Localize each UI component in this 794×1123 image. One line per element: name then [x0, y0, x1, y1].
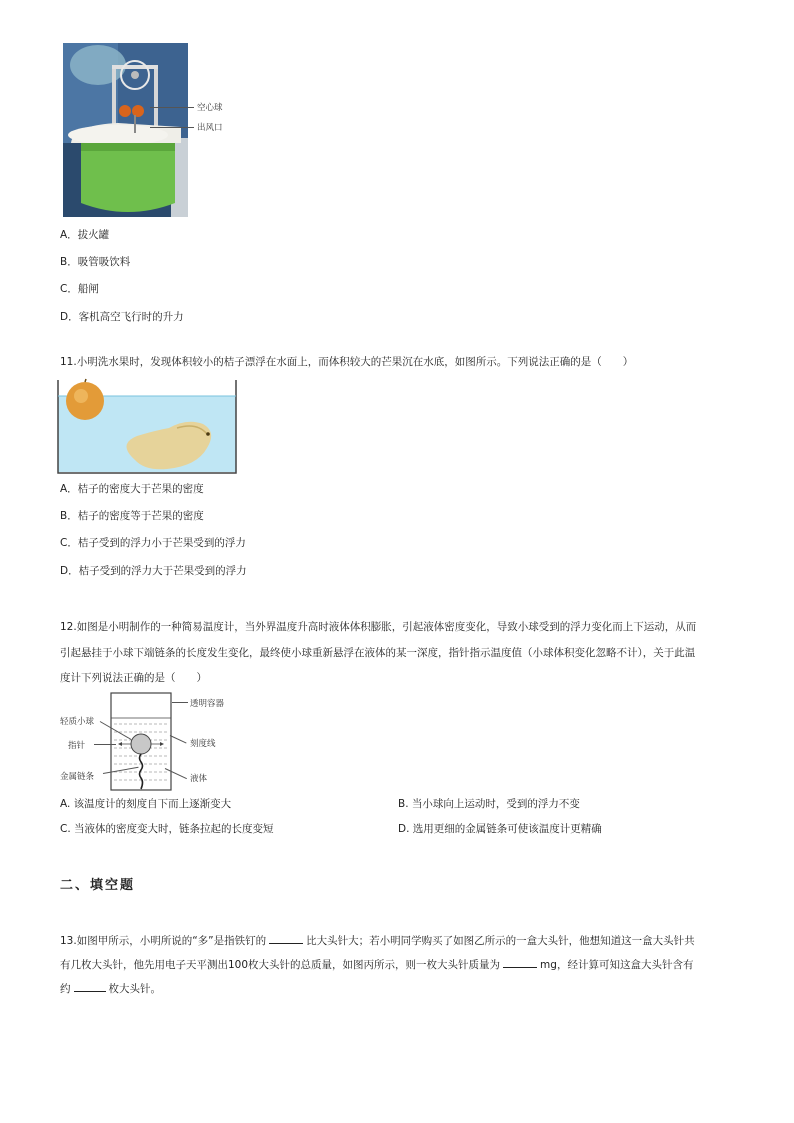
section-heading-fill-in: 二、填空题 [60, 878, 136, 893]
q12-label-container: 透明容器 [190, 699, 225, 709]
q12-label-scale: 刻度线 [190, 739, 216, 749]
q10-leader-line-ball [150, 107, 194, 108]
q10-label-outlet: 出风口 [197, 123, 223, 133]
q10-option-c: C．船闸 [60, 283, 99, 295]
q10-option-d: D．客机高空飞行时的升力 [60, 311, 184, 323]
q12-label-ball: 轻质小球 [60, 717, 95, 727]
q12-option-d: D. 选用更细的金属链条可使该温度计更精确 [398, 823, 602, 835]
q13-text [60, 929, 750, 1001]
q12-option-a: A. 该温度计的刻度自下而上逐渐变大 [60, 798, 232, 810]
q10-leader-line-outlet [150, 127, 194, 128]
q12-label-chain: 金属链条 [60, 772, 95, 782]
q11-option-a: A．桔子的密度大于芒果的密度 [60, 483, 204, 495]
q13-answer-blank-3[interactable] [74, 980, 106, 992]
q12-stem-line-1: 12.如图是小明制作的一种简易温度计，当外界温度升高时液体体积膨胀，引起液体密度变化，导致小球受到的浮力变化而上下运动，从而 [60, 621, 697, 633]
q12-option-c: C. 当液体的密度变大时，链条拉起的长度变短 [60, 823, 274, 835]
q13-part-6: 枚大头针。 [108, 983, 161, 995]
q12-label-liquid: 液体 [190, 774, 208, 784]
q11-option-b: B．桔子的密度等于芒果的密度 [60, 510, 204, 522]
q10-figure [63, 43, 188, 217]
q12-leader-pointer [94, 744, 116, 745]
q13-part-2: 比大头针大；若小明同学购买了如图乙所示的一盒大头针，他想知道这一盒大头针共 [306, 935, 695, 947]
q11-figure [57, 378, 237, 474]
q12-figure [110, 692, 172, 792]
q10-option-b: B．吸管吸饮料 [60, 256, 131, 268]
q12-label-pointer: 指针 [68, 741, 86, 751]
q12-leader-container [172, 702, 188, 703]
q12-stem-line-3: 度计下列说法正确的是（ ） [60, 672, 207, 684]
q13-part-1: 13.如图甲所示，小明所说的“多”是指铁钉的 [60, 935, 267, 947]
q13-part-4: mg，经计算可知这盒大头针含有 [540, 959, 694, 971]
q13-answer-blank-1[interactable] [269, 932, 303, 944]
q11-option-d: D．桔子受到的浮力大于芒果受到的浮力 [60, 565, 247, 577]
q11-tank-illustration [57, 378, 237, 474]
q12-thermometer-illustration [110, 692, 172, 792]
q11-option-c: C．桔子受到的浮力小于芒果受到的浮力 [60, 537, 246, 549]
q12-stem-line-2: 引起悬挂于小球下端链条的长度发生变化，最终使小球重新悬浮在液体的某一深度，指针指示温度值（小球体积变化忽略不计），关于此温 [60, 647, 696, 659]
q13-part-5: 约 [60, 983, 71, 995]
q10-option-a: A．拔火罐 [60, 229, 110, 241]
q11-stem: 11.小明洗水果时，发现体积较小的桔子漂浮在水面上，而体积较大的芒果沉在水底，如图所示。下列说法正确的是（ ） [60, 356, 634, 368]
q13-answer-blank-2[interactable] [503, 956, 537, 968]
q12-leader-scale [170, 735, 187, 744]
q13-part-3: 有几枚大头针，他先用电子天平测出100枚大头针的总质量，如图丙所示，则一枚大头针质量为 [60, 959, 501, 971]
q10-label-ball: 空心球 [197, 103, 223, 113]
q10-photo [63, 43, 188, 217]
q12-option-b: B. 当小球向上运动时，受到的浮力不变 [398, 798, 580, 810]
